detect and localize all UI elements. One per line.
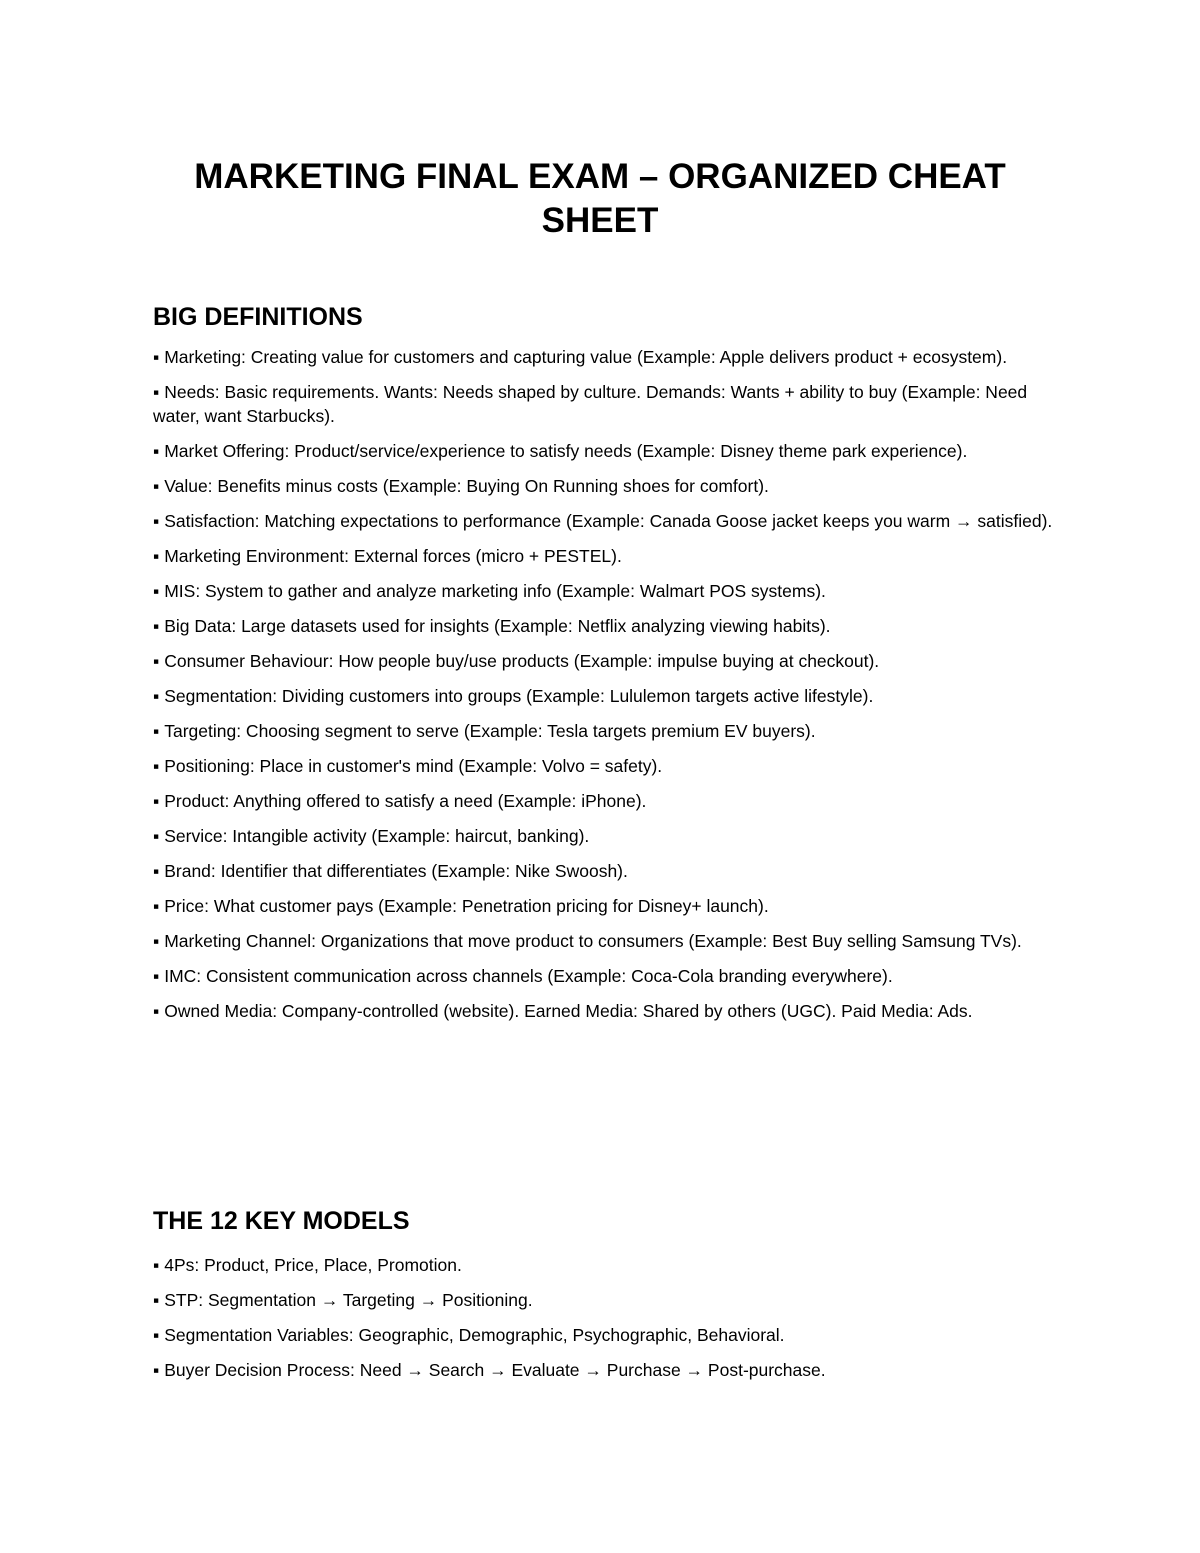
bullet-icon: ▪ bbox=[153, 1360, 160, 1380]
list-item-text: Segmentation: Dividing customers into groups (Example: Lululemon targets active lifestyle). bbox=[164, 686, 874, 706]
list-item-text: Satisfaction: Matching expectations to performance (Example: Canada Goose jacket keeps you warm → satisfied). bbox=[164, 511, 1053, 531]
list-item-text: Marketing: Creating value for customers and capturing value (Example: Apple delivers product + ecosystem). bbox=[164, 347, 1008, 367]
bullet-icon: ▪ bbox=[153, 1290, 160, 1310]
list-item bbox=[153, 1358, 1053, 1382]
section-heading-key-models: THE 12 KEY MODELS bbox=[153, 1207, 410, 1235]
list-item bbox=[153, 719, 1053, 743]
bullet-icon: ▪ bbox=[153, 616, 160, 636]
list-item bbox=[153, 1288, 1053, 1312]
bullet-icon: ▪ bbox=[153, 651, 160, 671]
list-item-text: Market Offering: Product/service/experience to satisfy needs (Example: Disney theme park experience). bbox=[164, 441, 968, 461]
bullet-icon: ▪ bbox=[153, 721, 160, 741]
bullet-icon: ▪ bbox=[153, 1325, 160, 1345]
bullet-icon: ▪ bbox=[153, 441, 160, 461]
section-heading-big-definitions: BIG DEFINITIONS bbox=[153, 303, 363, 331]
list-item bbox=[153, 380, 1053, 428]
bullet-icon: ▪ bbox=[153, 511, 160, 531]
list-item bbox=[153, 754, 1053, 778]
list-item-text: Price: What customer pays (Example: Penetration pricing for Disney+ launch). bbox=[164, 896, 769, 916]
list-item bbox=[153, 649, 1053, 673]
list-item-text: 4Ps: Product, Price, Place, Promotion. bbox=[164, 1255, 462, 1275]
list-item-text: Positioning: Place in customer's mind (Example: Volvo = safety). bbox=[164, 756, 663, 776]
bullet-icon: ▪ bbox=[153, 382, 160, 402]
bullet-icon: ▪ bbox=[153, 581, 160, 601]
bullet-icon: ▪ bbox=[153, 1001, 160, 1021]
list-item-text: Owned Media: Company-controlled (website). Earned Media: Shared by others (UGC). Paid Media: Ads. bbox=[164, 1001, 973, 1021]
bullet-icon: ▪ bbox=[153, 861, 160, 881]
page-title: MARKETING FINAL EXAM – ORGANIZED CHEAT SHEET bbox=[194, 157, 1006, 240]
list-item bbox=[153, 614, 1053, 638]
bullet-icon: ▪ bbox=[153, 1255, 160, 1275]
list-item bbox=[153, 929, 1053, 953]
bullet-icon: ▪ bbox=[153, 686, 160, 706]
list-item bbox=[153, 509, 1053, 533]
list-item bbox=[153, 579, 1053, 603]
list-item-text: Brand: Identifier that differentiates (Example: Nike Swoosh). bbox=[164, 861, 628, 881]
list-item bbox=[153, 789, 1053, 813]
list-item-text: Marketing Environment: External forces (micro + PESTEL). bbox=[164, 546, 622, 566]
models-list bbox=[153, 1253, 1053, 1393]
list-item-text: Value: Benefits minus costs (Example: Buying On Running shoes for comfort). bbox=[164, 476, 769, 496]
list-item-text: Product: Anything offered to satisfy a need (Example: iPhone). bbox=[164, 791, 647, 811]
list-item bbox=[153, 544, 1053, 568]
bullet-icon: ▪ bbox=[153, 476, 160, 496]
bullet-icon: ▪ bbox=[153, 546, 160, 566]
list-item bbox=[153, 964, 1053, 988]
list-item bbox=[153, 859, 1053, 883]
list-item bbox=[153, 999, 1053, 1023]
list-item bbox=[153, 439, 1053, 463]
definitions-list bbox=[153, 345, 1053, 1034]
list-item-text: Marketing Channel: Organizations that move product to consumers (Example: Best Buy selling Samsung TVs). bbox=[164, 931, 1022, 951]
bullet-icon: ▪ bbox=[153, 756, 160, 776]
list-item-text: Buyer Decision Process: Need → Search → Evaluate → Purchase → Post-purchase. bbox=[164, 1360, 826, 1380]
list-item bbox=[153, 1323, 1053, 1347]
list-item bbox=[153, 684, 1053, 708]
list-item bbox=[153, 345, 1053, 369]
list-item-text: MIS: System to gather and analyze marketing info (Example: Walmart POS systems). bbox=[164, 581, 826, 601]
bullet-icon: ▪ bbox=[153, 966, 160, 986]
bullet-icon: ▪ bbox=[153, 347, 160, 367]
list-item bbox=[153, 824, 1053, 848]
list-item-text: Consumer Behaviour: How people buy/use products (Example: impulse buying at checkout). bbox=[164, 651, 880, 671]
list-item-text: STP: Segmentation → Targeting → Positioning. bbox=[164, 1290, 533, 1310]
bullet-icon: ▪ bbox=[153, 896, 160, 916]
bullet-icon: ▪ bbox=[153, 931, 160, 951]
list-item-text: Service: Intangible activity (Example: haircut, banking). bbox=[164, 826, 590, 846]
bullet-icon: ▪ bbox=[153, 826, 160, 846]
list-item-text: Targeting: Choosing segment to serve (Example: Tesla targets premium EV buyers). bbox=[164, 721, 816, 741]
list-item-text: Big Data: Large datasets used for insights (Example: Netflix analyzing viewing habits). bbox=[164, 616, 831, 636]
list-item bbox=[153, 1253, 1053, 1277]
list-item bbox=[153, 894, 1053, 918]
list-item-text: IMC: Consistent communication across channels (Example: Coca-Cola branding everywhere). bbox=[164, 966, 893, 986]
bullet-icon: ▪ bbox=[153, 791, 160, 811]
list-item-text: Needs: Basic requirements. Wants: Needs shaped by culture. Demands: Wants + ability to buy (Example: Need water, want Starbucks). bbox=[153, 382, 1028, 426]
list-item-text: Segmentation Variables: Geographic, Demographic, Psychographic, Behavioral. bbox=[164, 1325, 785, 1345]
list-item bbox=[153, 474, 1053, 498]
